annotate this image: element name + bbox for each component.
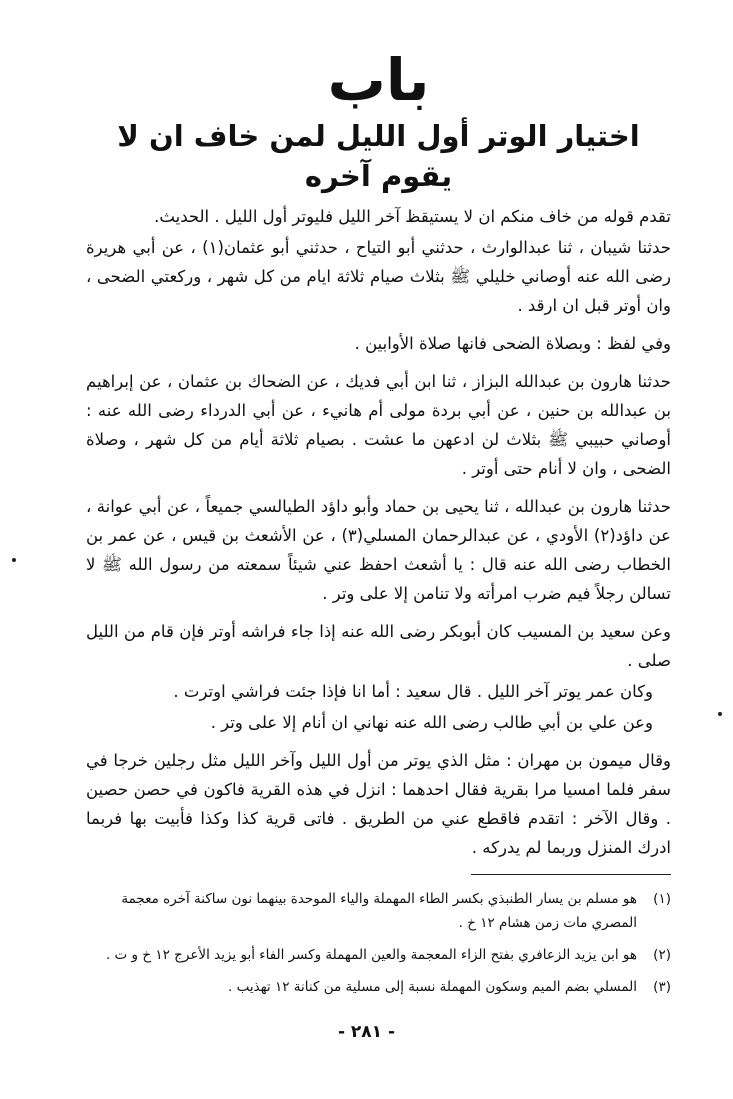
footnote-number: (١): [653, 891, 671, 907]
paragraph-intro: تقدم قوله من خاف منكم ان لا يستيقظ آخر الليل فليوتر أول الليل . الحديث.: [154, 207, 671, 226]
paragraph-said-abu-bakr: وعن سعيد بن المسيب كان أبوبكر رضى الله عنه إذا جاء فراشه أوتر فإن قام من الليل صلى .: [86, 622, 671, 670]
chapter-heading: باب: [327, 46, 430, 114]
footnote-text: هو مسلم بن يسار الطنبذي بكسر الطاء المهملة والياء الموحدة بينهما نون ساكنة آخره معجمة المصري مات زمن هشام ١٢ خ .: [121, 891, 637, 931]
section-title: اختيار الوتر أول الليل لمن خاف ان لا يقوم آخره: [117, 119, 640, 193]
scan-speck: [12, 558, 16, 562]
paragraph-umar-witr: وكان عمر يوتر آخر الليل . قال سعيد : أما انا فإذا جئت فراشي اوترت .: [173, 682, 653, 701]
main-text: [86, 202, 671, 862]
footnotes: [86, 887, 671, 999]
paragraph-ali-witr: وعن علي بن أبي طالب رضى الله عنه نهاني ان أنام إلا على وتر .: [210, 713, 653, 732]
paragraph-hadith-abu-darda: حدثنا هارون بن عبدالله البزاز ، ثنا ابن أبي فديك ، عن الضحاك بن عثمان ، عن إبراهيم بن عبدالله بن حنين ، عن أبي بردة مولى أم هانيء ، عن أبي الدرداء رضى الله عنه : أوصاني حبيبي ﷺ بثلاث لن ادعهن ما عشت . بصيام ثلاثة أيام من كل شهر ، وصلاة الضحى ، وان لا أنام حتى أوتر .: [86, 372, 671, 478]
footnote-item: [86, 943, 671, 967]
paragraph-hadith-abu-hurayra: حدثنا شيبان ، ثنا عبدالوارث ، حدثني أبو التياح ، حدثني أبو عثمان(١) ، عن أبي هريرة رضى الله عنه أوصاني خليلي ﷺ بثلاث صيام ثلاثة ايام من كل شهر ، وركعتي الضحى ، وان أوتر قبل ان ارقد .: [86, 238, 671, 315]
page-number: - ٢٨١ -: [337, 1022, 396, 1042]
footnote-divider: [471, 874, 671, 875]
footnote-text: المسلي بضم الميم وسكون المهملة نسبة إلى مسلية من كنانة ١٢ تهذيب .: [228, 979, 637, 995]
footnote-number: (٢): [653, 947, 671, 963]
paragraph-maymun-parable: وقال ميمون بن مهران : مثل الذي يوتر من أول الليل وآخر الليل مثل رجلين خرجا في سفر فلما امسيا مرا بقرية فقال احدهما : انزل في هذه القرية فاكون في حصن حصين . وقال الآخر : اتقدم فاقطع عني من الطريق . فاتى قرية كذا وكذا فأبيت بها فربما ادرك المنزل وربما لم يدركه .: [86, 751, 671, 857]
paragraph-variant-wording: وفي لفظ : وبصلاة الضحى فانها صلاة الأوابين .: [354, 334, 671, 353]
footnote-item: [86, 887, 671, 935]
footnote-item: [86, 975, 671, 999]
scan-speck: [718, 712, 722, 716]
footnote-text: هو ابن يزيد الزعافري بفتح الزاء المعجمة والعين المهملة وكسر الفاء أبو يزيد الأعرج ١٢ خ و ت .: [105, 947, 637, 963]
footnote-number: (٣): [653, 979, 671, 995]
paragraph-hadith-umar: حدثنا هارون بن عبدالله ، ثنا يحيى بن حماد وأبو داؤد الطيالسي جميعاً ، عن أبي عوانة ، عن داؤد(٢) الأودي ، عن عبدالرحمان المسلي(٣) ، عن الأشعث بن قيس ، عن عمر بن الخطاب رضى الله عنه قال : يا أشعث احفظ عني شيئاً سمعته من رسول الله ﷺ لا تسالن رجلاً فيم ضرب امرأته ولا تنامن إلا على وتر .: [86, 497, 671, 603]
